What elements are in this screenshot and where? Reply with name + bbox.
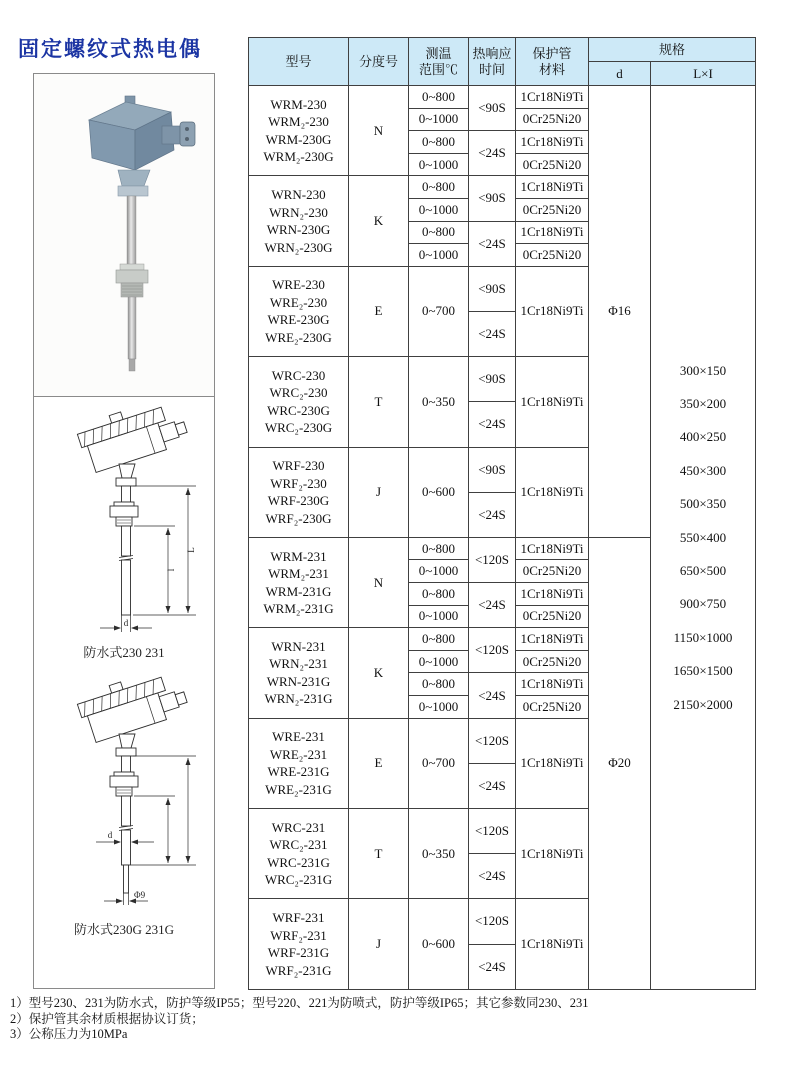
header-spec-d: d [589,62,651,86]
dim-label-L: L [186,547,196,553]
response-time-cell: <90S [469,448,516,493]
model-cell [249,448,349,538]
response-time-cell: <90S [469,267,516,312]
material-cell: 1Cr18Ni9Ti [516,628,589,651]
figure-panel [33,73,215,989]
spec-lxi-cell [651,86,756,990]
model-cell [249,899,349,989]
material-cell: 1Cr18Ni9Ti [516,267,589,357]
model-name: WRN₂-231G [264,691,333,707]
model-name: WRF₂-231G [265,962,332,978]
lxi-value: 1150×1000 [673,629,733,645]
model-name: WRM-230 [270,96,327,112]
model-name: WRM₂-231 [268,566,329,582]
response-time-cell: <24S [469,131,516,176]
lxi-value: 450×300 [679,462,727,478]
header-response-time [469,38,516,86]
model-cell [249,809,349,899]
header-material-line1: 保护管 [532,45,572,61]
model-name: WRE-231G [267,764,330,780]
temp-range-cell: 0~1000 [409,199,469,222]
model-name: WRE-230 [272,277,325,293]
temp-range-cell: 0~1000 [409,651,469,674]
model-name: WRF-230G [267,493,330,509]
diameter-cell: Φ20 [589,538,651,990]
header-model: 型号 [249,38,349,86]
material-cell: 1Cr18Ni9Ti [516,583,589,606]
model-name: WRC-230G [267,402,330,418]
model-name: WRE₂-231G [265,781,332,797]
probe-rod [122,830,131,865]
temp-range-cell: 0~800 [409,628,469,651]
response-time-cell: <120S [469,899,516,944]
header-response-line1: 热响应 [472,45,512,61]
material-cell: 1Cr18Ni9Ti [516,131,589,154]
response-time-cell: <24S [469,945,516,990]
footnote-3: 3）公称压力为10MPa [10,1027,128,1041]
response-time-cell: <90S [469,357,516,402]
graduation-cell: E [349,267,409,357]
response-time-cell: <24S [469,402,516,447]
material-cell: 0Cr25Ni20 [516,199,589,222]
temp-range-cell: 0~700 [409,267,469,357]
temp-range-cell: 0~350 [409,357,469,447]
response-time-cell: <24S [469,854,516,899]
figure-caption-230-231: 防水式230 231 [83,645,165,660]
material-cell: 0Cr25Ni20 [516,651,589,674]
temp-range-cell: 0~800 [409,583,469,606]
material-cell: 1Cr18Ni9Ti [516,538,589,561]
model-name: WRN₂-230G [264,239,333,255]
material-cell: 1Cr18Ni9Ti [516,899,589,989]
temp-range-cell: 0~600 [409,448,469,538]
model-name: WRC₂-231G [264,872,333,888]
lxi-value: 350×200 [679,396,727,412]
response-time-cell: <120S [469,538,516,583]
footnote-2: 2）保护管其余材质根据协议订货； [10,1011,204,1026]
material-cell: 0Cr25Ni20 [516,154,589,177]
temp-range-cell: 0~1000 [409,696,469,719]
response-time-cell: <24S [469,493,516,538]
lxi-value: 400×250 [679,429,727,445]
material-cell: 1Cr18Ni9Ti [516,448,589,538]
footnotes [10,996,588,1043]
probe-tip [129,359,135,371]
graduation-cell: N [349,538,409,628]
spec-table [248,37,756,990]
model-name: WRN₂-230 [269,204,328,220]
material-cell: 1Cr18Ni9Ti [516,86,589,109]
response-time-cell: <120S [469,628,516,673]
graduation-cell: N [349,86,409,176]
material-cell: 1Cr18Ni9Ti [516,222,589,245]
model-cell [249,628,349,718]
header-spec: 规格 [589,38,756,62]
page-title: 固定螺纹式热电偶 [18,38,202,61]
probe-rod-upper [127,196,136,268]
model-name: WRE-231 [272,729,325,745]
model-name: WRM-231G [265,583,332,599]
graduation-cell: J [349,899,409,989]
drawing-230g-231g [34,672,214,912]
probe-rod-lower [128,297,136,359]
model-cell [249,267,349,357]
model-name: WRF-231G [267,945,330,961]
model-name: WRM₂-230G [263,149,334,165]
figure-caption-230g-231g: 防水式230G 231G [73,922,175,937]
graduation-cell: T [349,357,409,447]
response-time-cell: <120S [469,809,516,854]
material-cell: 0Cr25Ni20 [516,244,589,267]
diameter-cell: Φ16 [589,86,651,538]
header-temp-range [409,38,469,86]
footnote-1: 1）型号230、231为防水式，防护等级IP55；型号220、221为防喷式，防护等级IP65；其它参数同230、231 [10,996,589,1010]
model-name: WRN-231G [266,673,331,689]
model-cell [249,719,349,809]
temp-range-cell: 0~800 [409,176,469,199]
graduation-cell: E [349,719,409,809]
temp-range-cell: 0~1000 [409,154,469,177]
model-name: WRC₂-230 [269,385,328,401]
graduation-cell: T [349,809,409,899]
material-cell: 1Cr18Ni9Ti [516,719,589,809]
response-time-cell: <120S [469,719,516,764]
material-cell: 1Cr18Ni9Ti [516,357,589,447]
temp-range-cell: 0~800 [409,673,469,696]
model-cell [249,86,349,176]
temp-range-cell: 0~1000 [409,109,469,132]
model-name: WRE₂-230 [269,294,328,310]
model-name: WRN-230 [271,187,326,203]
dim-label-d: d [107,830,113,840]
model-name: WRE-230G [267,312,330,328]
probe-rod [122,560,131,615]
temp-range-cell: 0~1000 [409,244,469,267]
response-time-cell: <90S [469,86,516,131]
model-name: WRC₂-230G [264,420,333,436]
response-time-cell: <24S [469,673,516,718]
hex-nut [116,264,148,297]
model-name: WRN₂-231 [269,656,328,672]
model-name: WRM₂-231G [263,601,334,617]
lxi-value: 1650×1500 [673,663,733,679]
dim-label-d: d [123,618,129,628]
temp-range-cell: 0~1000 [409,560,469,583]
header-temp-range-line1: 测温 [425,45,452,61]
model-name: WRF₂-230G [265,510,332,526]
header-spec-lxi: L×I [651,62,756,86]
material-cell: 1Cr18Ni9Ti [516,176,589,199]
model-name: WRC-230 [271,367,326,383]
model-name: WRF-230 [272,458,325,474]
temp-range-cell: 0~800 [409,538,469,561]
model-name: WRM-230G [265,131,332,147]
temp-range-cell: 0~800 [409,222,469,245]
model-name: WRN-231 [271,638,326,654]
model-name: WRF₂-230 [270,475,327,491]
header-graduation: 分度号 [349,38,409,86]
lxi-value: 500×350 [679,496,727,512]
model-name: WRC-231G [267,854,330,870]
header-tube-material [516,38,589,86]
model-name: WRE₂-230G [265,329,332,345]
temp-range-cell: 0~800 [409,86,469,109]
response-time-cell: <24S [469,583,516,628]
drawing-230-231 [34,402,214,642]
graduation-cell: J [349,448,409,538]
reduced-tip [124,865,129,893]
temp-range-cell: 0~1000 [409,606,469,629]
response-time-cell: <24S [469,764,516,809]
model-name: WRF₂-231 [270,927,327,943]
dim-label-l: l [166,568,176,572]
response-time-cell: <24S [469,222,516,267]
response-time-cell: <90S [469,176,516,221]
material-cell: 0Cr25Ni20 [516,109,589,132]
material-cell: 1Cr18Ni9Ti [516,809,589,899]
temp-range-cell: 0~600 [409,899,469,989]
lxi-value: 650×500 [679,563,727,579]
material-cell: 1Cr18Ni9Ti [516,673,589,696]
model-name: WRM-231 [270,548,327,564]
model-cell [249,538,349,628]
model-name: WRN-230G [266,222,331,238]
model-cell [249,176,349,266]
model-cell [249,357,349,447]
temp-range-cell: 0~350 [409,809,469,899]
model-name: WRE₂-231 [269,746,328,762]
graduation-cell: K [349,176,409,266]
material-cell: 0Cr25Ni20 [516,606,589,629]
temp-range-cell: 0~700 [409,719,469,809]
dim-label-phi9: Φ9 [134,890,146,900]
lxi-value: 300×150 [679,362,727,378]
response-time-cell: <24S [469,312,516,357]
thermocouple-photo [34,74,214,397]
model-name: WRM₂-230 [268,114,329,130]
header-material-line2: 材料 [538,61,565,77]
lxi-value: 2150×2000 [673,696,733,712]
temp-range-cell: 0~800 [409,131,469,154]
lxi-value: 550×400 [679,529,727,545]
lxi-value: 900×750 [679,596,727,612]
header-temp-range-line2: 范围℃ [418,61,458,77]
model-name: WRF-231 [272,910,325,926]
material-cell: 0Cr25Ni20 [516,560,589,583]
material-cell: 0Cr25Ni20 [516,696,589,719]
header-response-line2: 时间 [478,61,505,77]
model-name: WRC-231 [271,819,326,835]
model-name: WRC₂-231 [269,837,328,853]
graduation-cell: K [349,628,409,718]
